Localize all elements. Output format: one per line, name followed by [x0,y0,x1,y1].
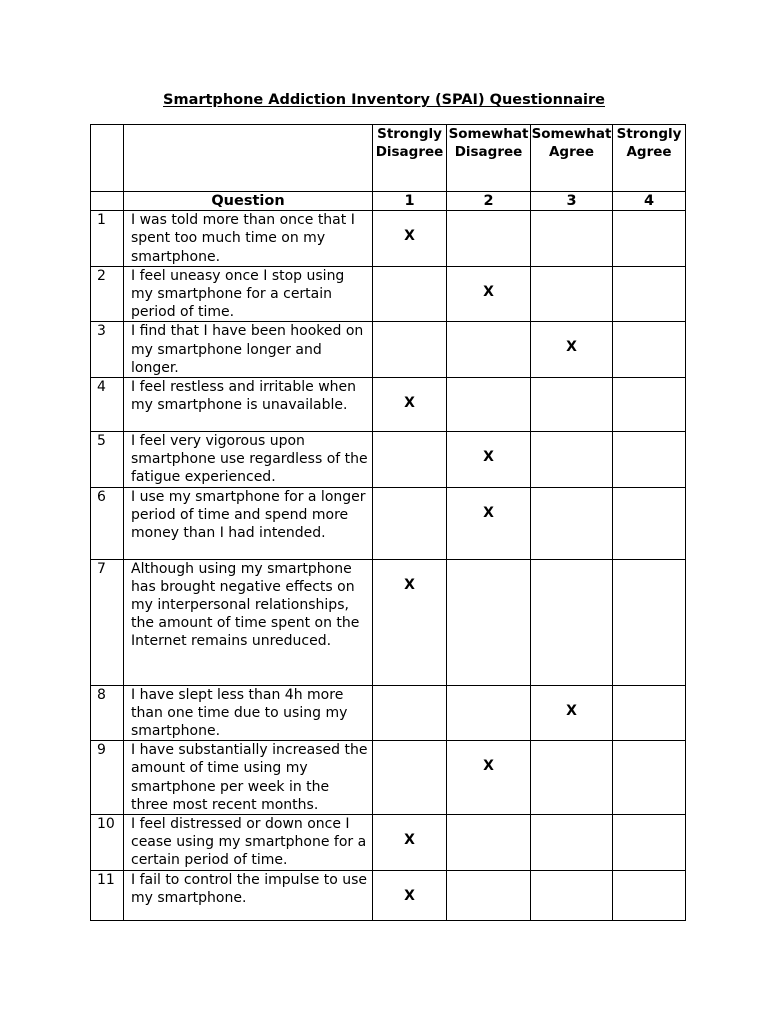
question-number: 8 [91,685,124,741]
response-col-2 [447,378,531,432]
response-col-2 [447,559,531,685]
question-text: Although using my smartphone has brought negative effects on my interpersonal relationships, the amount of time spent on the Internet remains unreduced. [124,559,373,685]
header-question-cell [124,125,373,192]
table-row [91,266,686,322]
response-col-1: X [373,378,447,432]
response-col-4 [613,322,686,378]
response-col-3 [531,266,613,322]
response-col-2 [447,211,531,267]
header-strongly-disagree: Strongly Disagree [373,125,447,192]
header-strongly-agree: Strongly Agree [613,125,686,192]
question-text: I have substantially increased the amount of time using my smartphone per week in the three most recent months. [124,741,373,815]
subheader-col-4: 4 [613,192,686,211]
response-col-1 [373,322,447,378]
response-col-4 [613,487,686,559]
response-col-2: X [447,432,531,488]
response-col-3 [531,211,613,267]
header-num-cell [91,125,124,192]
table-row [91,211,686,267]
response-col-3: X [531,685,613,741]
table-row [91,487,686,559]
subheader-question: Question [124,192,373,211]
table-row [91,378,686,432]
response-col-3 [531,741,613,815]
response-col-2 [447,815,531,871]
response-col-4 [613,432,686,488]
table-row [91,815,686,871]
response-col-4 [613,685,686,741]
response-col-2 [447,870,531,920]
question-text: I use my smartphone for a longer period of time and spend more money than I had intended. [124,487,373,559]
response-col-4 [613,378,686,432]
response-col-3 [531,432,613,488]
question-text: I feel restless and irritable when my smartphone is unavailable. [124,378,373,432]
response-col-4 [613,266,686,322]
response-col-4 [613,559,686,685]
document-title: Smartphone Addiction Inventory (SPAI) Questionnaire [163,92,605,108]
question-number: 6 [91,487,124,559]
question-number: 4 [91,378,124,432]
response-col-2: X [447,741,531,815]
response-col-2 [447,685,531,741]
subheader-num-cell [91,192,124,211]
question-text: I feel uneasy once I stop using my smartphone for a certain period of time. [124,266,373,322]
response-col-4 [613,211,686,267]
response-col-3 [531,487,613,559]
question-text: I find that I have been hooked on my smartphone longer and longer. [124,322,373,378]
subheader-col-1: 1 [373,192,447,211]
response-col-2 [447,322,531,378]
response-col-2: X [447,266,531,322]
subheader-col-3: 3 [531,192,613,211]
response-col-1: X [373,559,447,685]
response-col-1: X [373,815,447,871]
question-number: 2 [91,266,124,322]
table-row [91,741,686,815]
response-col-1 [373,741,447,815]
table-row [91,870,686,920]
response-col-4 [613,741,686,815]
response-col-1: X [373,870,447,920]
response-col-1 [373,432,447,488]
table-row [91,432,686,488]
question-text: I have slept less than 4h more than one time due to using my smartphone. [124,685,373,741]
question-number: 5 [91,432,124,488]
response-col-3 [531,559,613,685]
question-text: I was told more than once that I spent too much time on my smartphone. [124,211,373,267]
header-somewhat-disagree: Somewhat Disagree [447,125,531,192]
question-text: I fail to control the impulse to use my smartphone. [124,870,373,920]
response-col-4 [613,815,686,871]
question-text: I feel very vigorous upon smartphone use regardless of the fatigue experienced. [124,432,373,488]
question-number: 9 [91,741,124,815]
response-col-1 [373,266,447,322]
header-row [91,125,686,192]
response-col-4 [613,870,686,920]
response-col-3: X [531,322,613,378]
table-row [91,685,686,741]
response-col-1 [373,685,447,741]
response-col-3 [531,378,613,432]
table-row [91,322,686,378]
response-col-2: X [447,487,531,559]
question-number: 3 [91,322,124,378]
table-row [91,559,686,685]
response-col-3 [531,870,613,920]
question-number: 10 [91,815,124,871]
response-col-1: X [373,211,447,267]
question-number: 1 [91,211,124,267]
question-number: 7 [91,559,124,685]
subheader-col-2: 2 [447,192,531,211]
response-col-1 [373,487,447,559]
subheader-row [91,192,686,211]
question-number: 11 [91,870,124,920]
response-col-3 [531,815,613,871]
question-text: I feel distressed or down once I cease using my smartphone for a certain period of time. [124,815,373,871]
questionnaire-table [90,124,686,921]
header-somewhat-agree: Somewhat Agree [531,125,613,192]
